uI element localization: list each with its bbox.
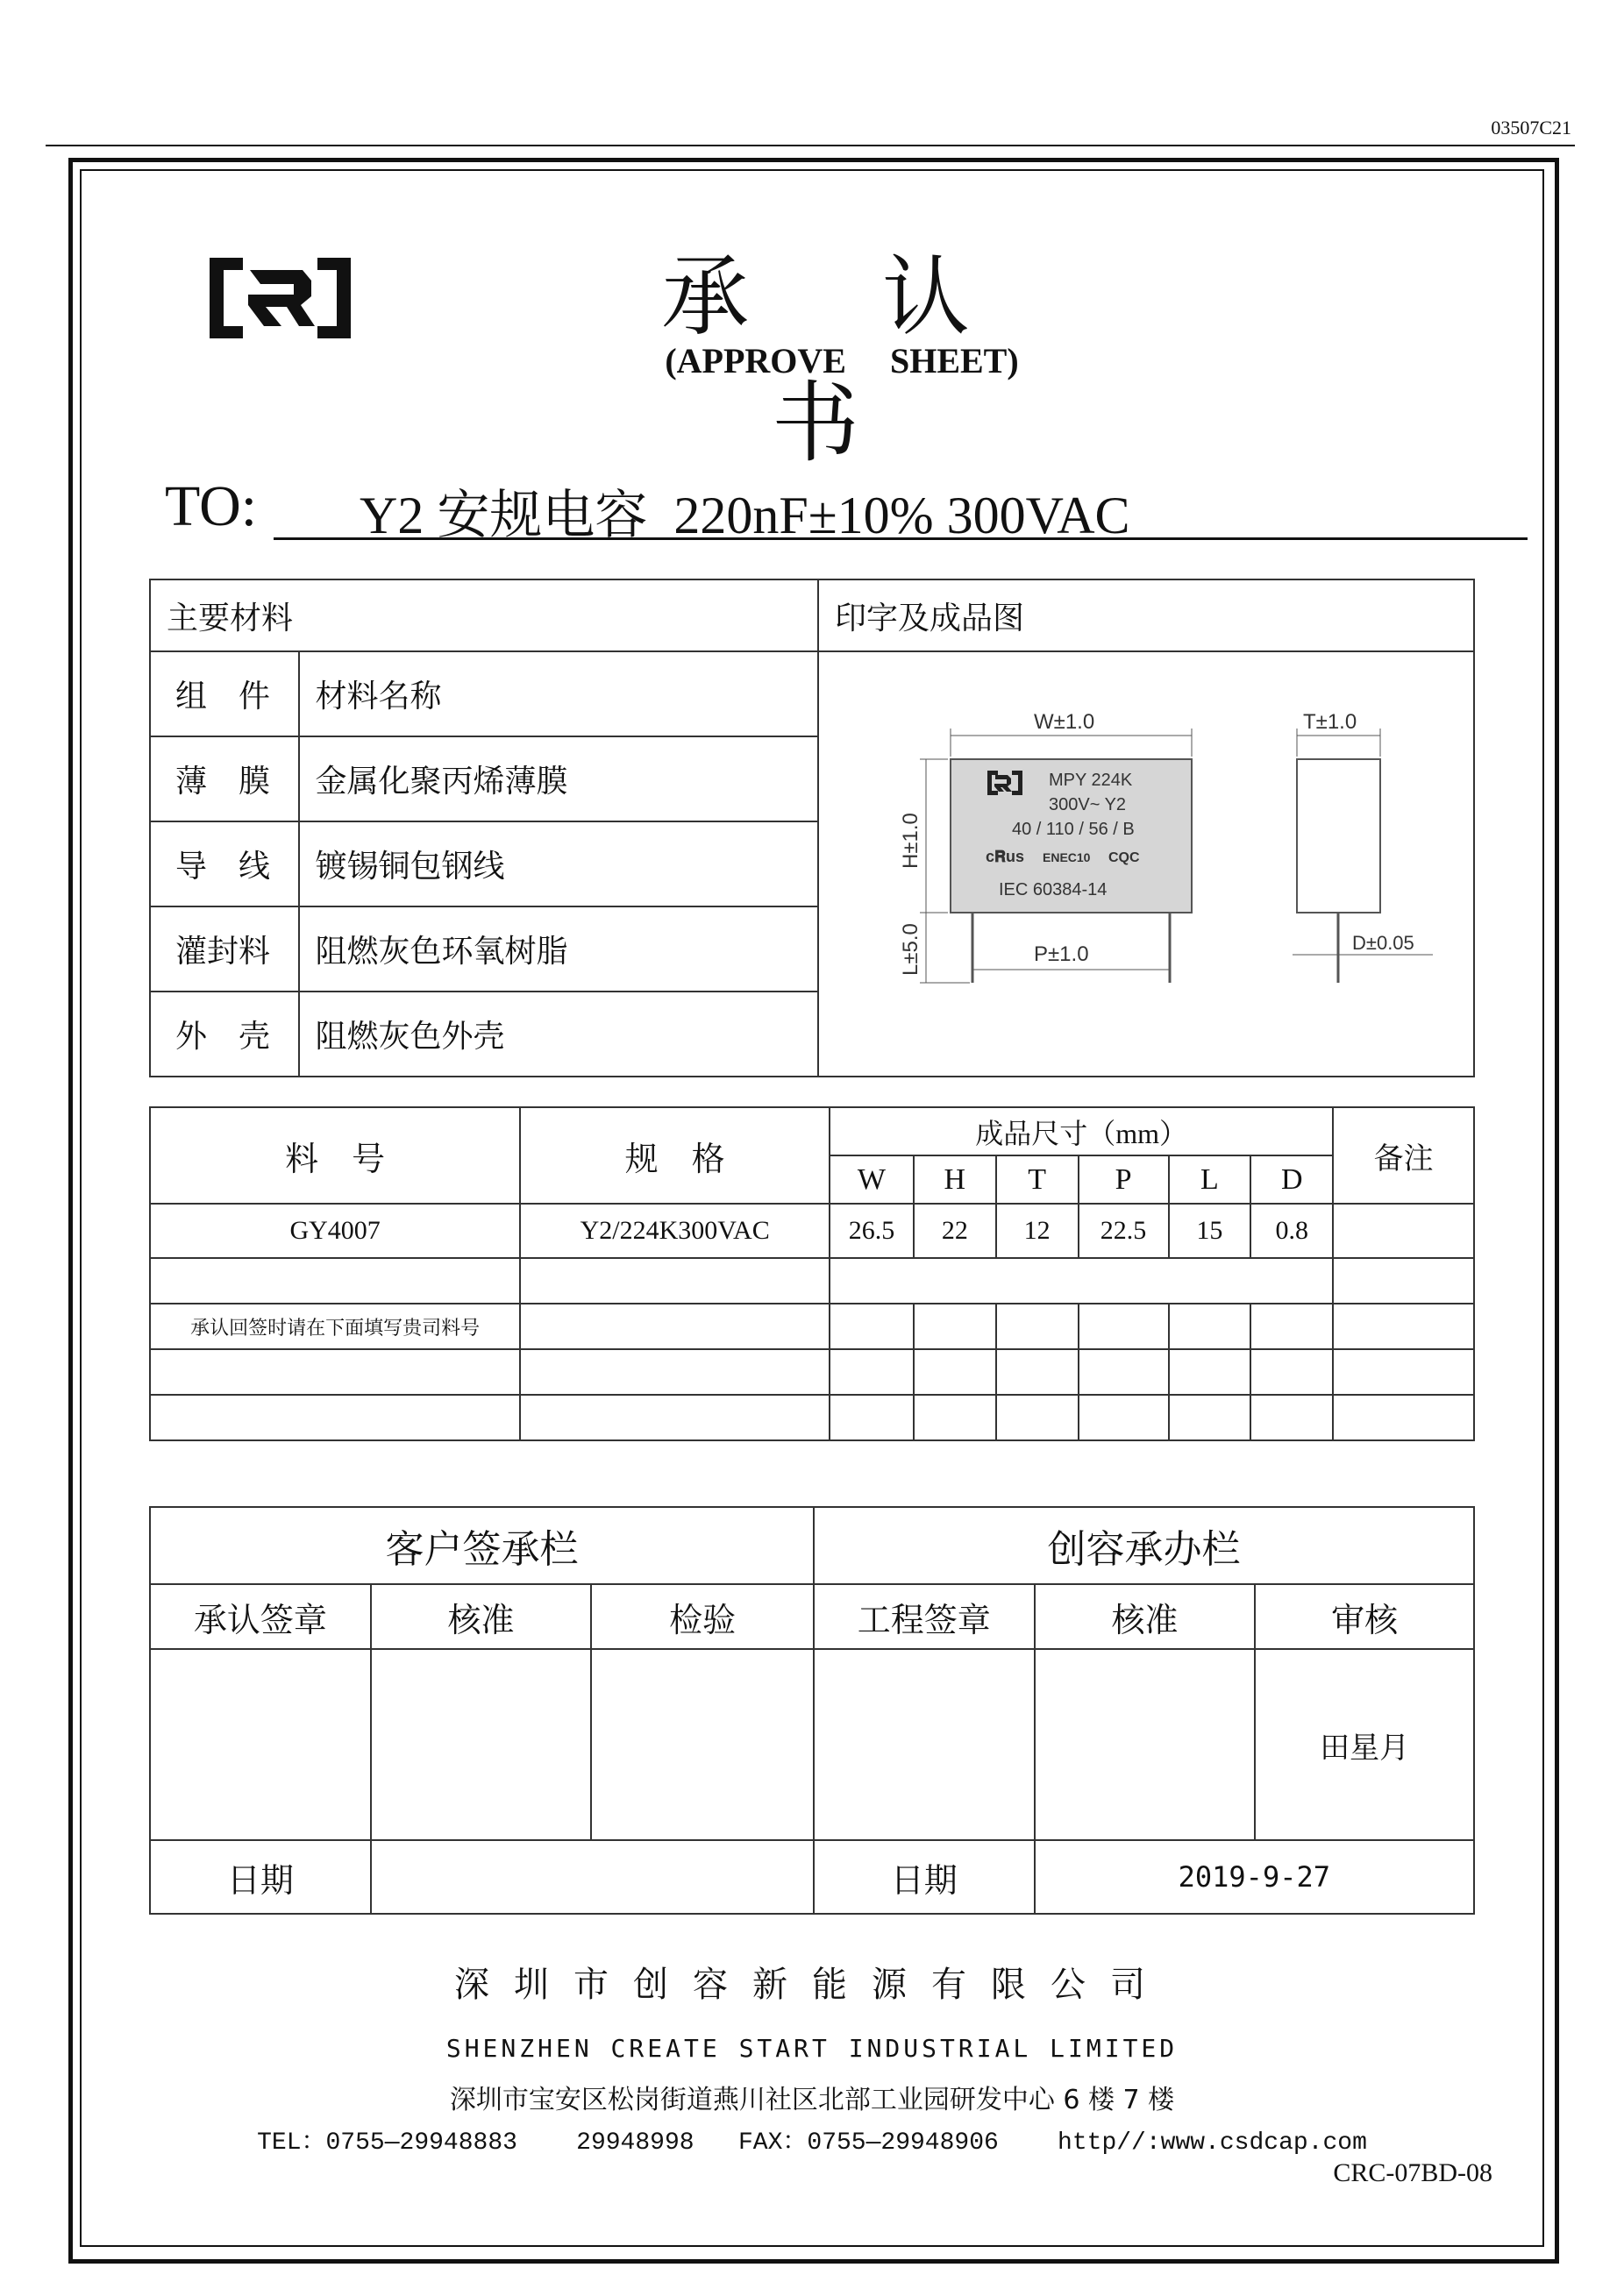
customer-check-header: 核准: [371, 1584, 592, 1649]
mark-line1: MPY 224K: [1048, 770, 1133, 790]
table-row: [150, 1258, 1474, 1304]
h-dim-label: H±1.0: [898, 812, 922, 869]
empty-cell[interactable]: [1169, 1349, 1251, 1395]
to-label: TO:: [165, 474, 258, 538]
side-view-body: [1297, 759, 1380, 913]
document-title: 承 认 书: [661, 245, 1022, 474]
company-name-cn: 深圳市创容新能源有限公司: [454, 1965, 1170, 2005]
d-dim-label: D±0.05: [1351, 931, 1414, 954]
customer-date-field[interactable]: [371, 1840, 814, 1914]
empty-cell[interactable]: [914, 1395, 996, 1440]
cert-ul-icon: c𝐑us: [985, 847, 1024, 865]
empty-cell[interactable]: [830, 1258, 1333, 1304]
p-dim-label: P±1.0: [1033, 942, 1089, 966]
company-contact: TEL：0755—29948883 29948998 FAX：0755—29948906 http//:www.csdcap.com: [257, 2129, 1367, 2157]
supplier-date-label: 日期: [814, 1840, 1035, 1914]
empty-cell[interactable]: [996, 1349, 1079, 1395]
empty-cell[interactable]: [1079, 1304, 1169, 1349]
part-no-cell: GY4007: [150, 1204, 520, 1258]
empty-cell[interactable]: [1333, 1395, 1474, 1440]
dim-cell: 15: [1169, 1204, 1251, 1258]
supplier-date: 2019-9-27: [1035, 1840, 1474, 1914]
table-row: [150, 1395, 1474, 1440]
part-no-header: 料 号: [150, 1107, 520, 1204]
table-row: [150, 1304, 1474, 1349]
empty-cell[interactable]: [1169, 1304, 1251, 1349]
material-name: 材料名称: [299, 651, 818, 736]
engineering-stamp-header: 工程签章: [814, 1584, 1035, 1649]
t-dim-label: T±1.0: [1302, 709, 1357, 734]
material-name: 阻燃灰色环氧树脂: [299, 906, 818, 992]
empty-cell[interactable]: [1250, 1349, 1333, 1395]
spec-table: [149, 1106, 1475, 1441]
material-part: 灌封料: [150, 906, 299, 992]
l-dim-label: L±5.0: [898, 922, 922, 976]
materials-header: 主要材料: [150, 579, 818, 651]
signature-box[interactable]: [1035, 1649, 1256, 1840]
document-subtitle: (APPROVE SHEET): [665, 341, 1019, 380]
empty-cell[interactable]: [150, 1395, 520, 1440]
empty-cell[interactable]: [914, 1349, 996, 1395]
customer-sign-header: 客户签承栏: [150, 1507, 814, 1584]
materials-table: [149, 579, 1475, 1077]
empty-cell[interactable]: [996, 1395, 1079, 1440]
remark-cell: [1333, 1204, 1474, 1258]
reviewer-signature: 田星月: [1255, 1649, 1474, 1840]
review-header: 审核: [1255, 1584, 1474, 1649]
supplier-check-header: 核准: [1035, 1584, 1256, 1649]
dims-header: 成品尺寸（mm）: [830, 1107, 1333, 1155]
header-divider: [46, 145, 1575, 146]
material-name: 阻燃灰色外壳: [299, 992, 818, 1077]
inspection-header: 检验: [591, 1584, 814, 1649]
signature-box[interactable]: [150, 1649, 371, 1840]
dim-header-p: P: [1079, 1155, 1169, 1204]
signature-box[interactable]: [371, 1649, 592, 1840]
empty-cell[interactable]: [1169, 1395, 1251, 1440]
signature-box[interactable]: [591, 1649, 814, 1840]
material-name: 金属化聚丙烯薄膜: [299, 736, 818, 821]
empty-cell[interactable]: [830, 1395, 914, 1440]
material-name: 镀锡铜包钢线: [299, 821, 818, 906]
material-part: 外 壳: [150, 992, 299, 1077]
customer-date-label: 日期: [150, 1840, 371, 1914]
table-row: [150, 1349, 1474, 1395]
company-address: 深圳市宝安区松岗街道燕川社区北部工业园研发中心 6 楼 7 楼: [449, 2085, 1175, 2115]
dim-cell: 12: [996, 1204, 1079, 1258]
empty-cell[interactable]: [1250, 1304, 1333, 1349]
dim-cell: 22.5: [1079, 1204, 1169, 1258]
customer-part-note: 承认回签时请在下面填写贵司料号: [150, 1304, 520, 1349]
empty-cell[interactable]: [1333, 1349, 1474, 1395]
remark-header: 备注: [1333, 1107, 1474, 1204]
empty-cell[interactable]: [830, 1349, 914, 1395]
empty-cell[interactable]: [996, 1304, 1079, 1349]
w-dim-label: W±1.0: [1033, 709, 1095, 734]
mark-line4: IEC 60384-14: [998, 879, 1108, 899]
approve-stamp-header: 承认签章: [150, 1584, 371, 1649]
spec-cell: Y2/224K300VAC: [520, 1204, 830, 1258]
empty-cell[interactable]: [1079, 1349, 1169, 1395]
dim-header-w: W: [830, 1155, 914, 1204]
product-drawing: [819, 658, 1473, 1070]
form-number: CRC-07BD-08: [1333, 2158, 1492, 2187]
dim-header-h: H: [914, 1155, 996, 1204]
empty-cell[interactable]: [1250, 1395, 1333, 1440]
empty-cell[interactable]: [830, 1304, 914, 1349]
empty-cell[interactable]: [914, 1304, 996, 1349]
empty-cell[interactable]: [1333, 1258, 1474, 1304]
company-logo: [208, 254, 353, 342]
empty-cell[interactable]: [150, 1258, 520, 1304]
document-number: 03507C21: [1491, 117, 1571, 139]
product-title: Y2 安规电容 220nF±10% 300VAC: [360, 487, 1130, 544]
dim-cell: 26.5: [830, 1204, 914, 1258]
empty-cell[interactable]: [1079, 1395, 1169, 1440]
dim-header-t: T: [996, 1155, 1079, 1204]
empty-cell[interactable]: [1333, 1304, 1474, 1349]
empty-cell[interactable]: [520, 1349, 830, 1395]
empty-cell[interactable]: [520, 1304, 830, 1349]
dim-header-d: D: [1250, 1155, 1333, 1204]
table-row: [150, 1204, 1474, 1258]
mark-line3: 40 / 110 / 56 / B: [1011, 819, 1135, 839]
dim-cell: 22: [914, 1204, 996, 1258]
dim-header-l: L: [1169, 1155, 1251, 1204]
material-part: 导 线: [150, 821, 299, 906]
empty-cell[interactable]: [520, 1258, 830, 1304]
supplier-sign-header: 创容承办栏: [814, 1507, 1474, 1584]
mark-line2: 300V~ Y2: [1048, 794, 1127, 814]
material-part: 组 件: [150, 651, 299, 736]
signature-box[interactable]: [814, 1649, 1035, 1840]
empty-cell[interactable]: [150, 1349, 520, 1395]
product-drawing-cell: [818, 651, 1474, 1077]
company-name-en: SHENZHEN CREATE START INDUSTRIAL LIMITED: [445, 2034, 1179, 2063]
cert-enec-icon: ENEC10: [1042, 849, 1091, 864]
approval-table: [149, 1506, 1475, 1915]
material-part: 薄 膜: [150, 736, 299, 821]
empty-cell[interactable]: [520, 1395, 830, 1440]
cert-cqc-icon: CQC: [1108, 849, 1140, 865]
dim-cell: 0.8: [1250, 1204, 1333, 1258]
drawing-header: 印字及成品图: [818, 579, 1474, 651]
spec-header: 规 格: [520, 1107, 830, 1204]
